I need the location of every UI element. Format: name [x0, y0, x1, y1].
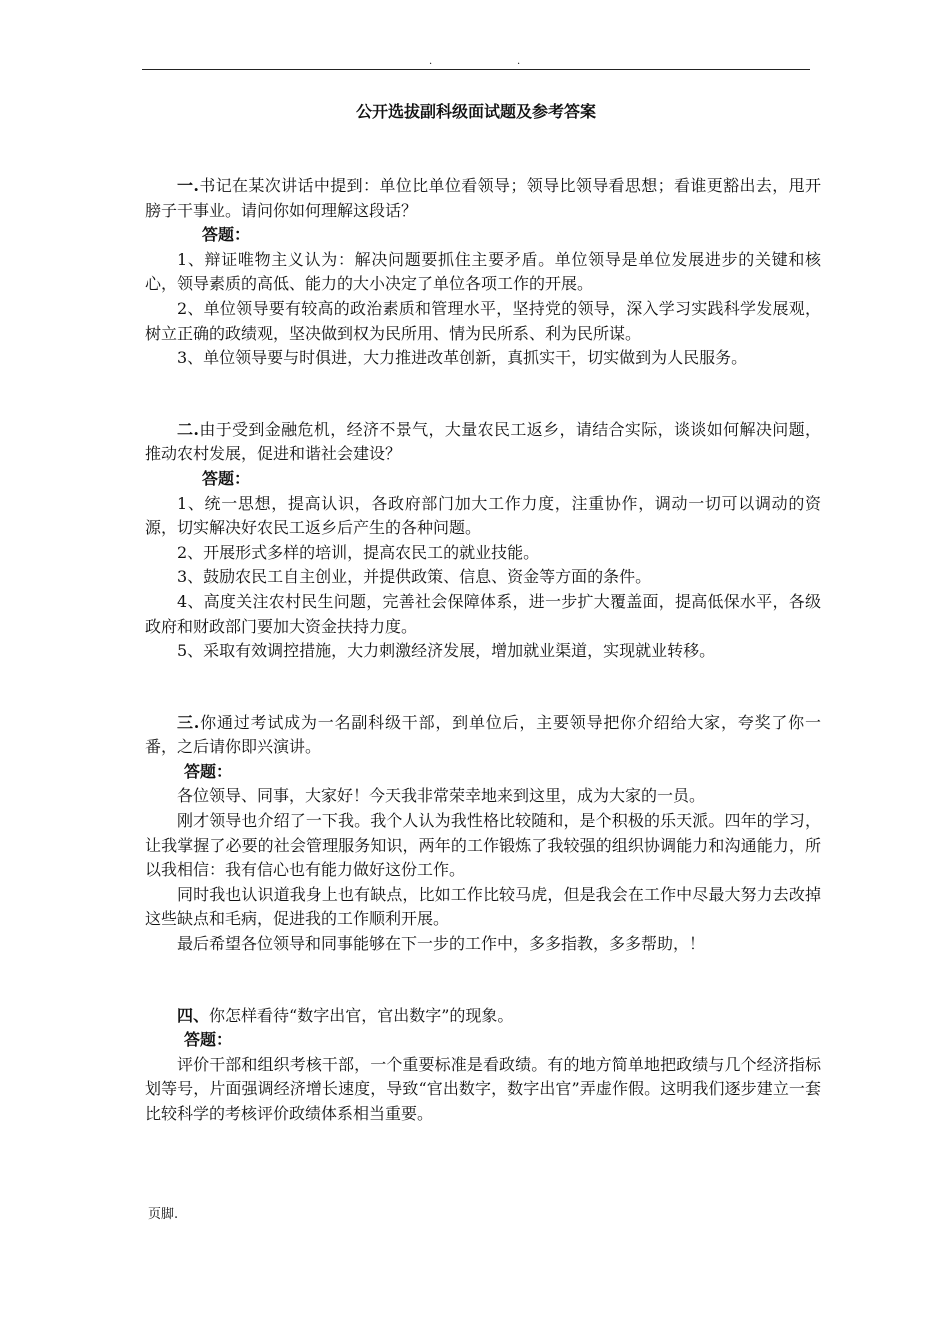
question-section-4	[145, 1004, 821, 1127]
answer-label: 答题：	[184, 1030, 233, 1050]
answer-paragraph: 1、统一思想，提高认识，各政府部门加大工作力度，注重协作，调动一切可以调动的资源，切实解决好农民工返乡后产生的各种问题。	[145, 493, 821, 538]
header-rule	[142, 69, 810, 70]
question-section-1	[145, 174, 821, 371]
answer-paragraph: 刚才领导也介绍了一下我。我个人认为我性格比较随和，是个积极的乐天派。四年的学习，让我掌握了必要的社会管理服务知识，两年的工作锻炼了我较强的组织协调能力和沟通能力，所以我相信：我有信心也有能力做好这份工作。	[145, 811, 821, 880]
question-text	[145, 711, 821, 760]
answer-paragraph: 3、单位领导要与时俱进，大力推进改革创新，真抓实干，切实做到为人民服务。	[177, 348, 748, 368]
document-body	[145, 174, 821, 1127]
answer-paragraph: 1、辩证唯物主义认为：解决问题要抓住主要矛盾。单位领导是单位发展进步的关键和核心，领导素质的高低、能力的大小决定了单位各项工作的开展。	[145, 249, 821, 294]
header-dot-left: .	[429, 56, 433, 67]
answer-label: 答题：	[202, 468, 251, 488]
question-body: 书记在某次讲话中提到：单位比单位看领导；领导比领导看思想；看谁更豁出去，甩开膀子干事业。请问你如何理解这段话？	[145, 176, 821, 220]
question-section-3	[145, 711, 821, 957]
question-body: 你怎样看待“数字出官，官出数字”的现象。	[209, 1005, 514, 1025]
question-number: 四、	[177, 1005, 210, 1025]
question-number: 二.	[177, 419, 199, 439]
question-text	[145, 1004, 821, 1029]
answer-paragraph: 评价干部和组织考核干部，一个重要标准是看政绩。有的地方简单地把政绩与几个经济指标划等号，片面强调经济增长速度，导致“官出数字，数字出官”弄虚作假。这明我们逐步建立一套比较科学的考核评价政绩体系相当重要。	[145, 1054, 821, 1123]
answer-paragraph: 各位领导、同事，大家好！今天我非常荣幸地来到这里，成为大家的一员。	[177, 786, 706, 806]
answer-paragraph: 3、鼓励农民工自主创业，并提供政策、信息、资金等方面的条件。	[177, 567, 652, 587]
document-title: 公开选拔副科级面试题及参考答案	[355, 102, 596, 121]
question-body: 由于受到金融危机，经济不景气，大量农民工返乡，请结合实际，谈谈如何解决问题，推动农村发展，促进和谐社会建设？	[145, 419, 821, 464]
header-dot-right: .	[517, 56, 521, 67]
header-marks	[142, 56, 810, 68]
answer-paragraph: 4、高度关注农村民生问题，完善社会保障体系，进一步扩大覆盖面，提高低保水平，各级政府和财政部门要加大资金扶持力度。	[145, 591, 821, 636]
question-number: 一.	[177, 176, 199, 195]
question-section-2	[145, 418, 821, 664]
answer-paragraph: 5、采取有效调控措施，大力刺激经济发展，增加就业渠道，实现就业转移。	[177, 641, 716, 661]
answer-label: 答题：	[202, 225, 251, 245]
answer-paragraph: 2、单位领导要有较高的政治素质和管理水平，坚持党的领导，深入学习实践科学发展观，树立正确的政绩观，坚决做到权为民所用、情为民所系、利为民所谋。	[145, 298, 821, 343]
answer-paragraph: 同时我也认识道我身上也有缺点，比如工作比较马虎，但是我会在工作中尽最大努力去改掉这些缺点和毛病，促进我的工作顺利开展。	[145, 884, 821, 929]
answer-paragraph: 最后希望各位领导和同事能够在下一步的工作中，多多指教，多多帮助，！	[177, 934, 706, 954]
question-text	[145, 174, 821, 223]
question-text	[145, 418, 821, 467]
question-number: 三.	[177, 712, 200, 732]
question-body: 你通过考试成为一名副科级干部，到单位后，主要领导把你介绍给大家，夸奖了你一番，之后请你即兴演讲。	[145, 712, 821, 757]
answer-label: 答题：	[184, 761, 233, 781]
answer-paragraph: 2、开展形式多样的培训，提高农民工的就业技能。	[177, 542, 540, 562]
page-footer: 页脚.	[148, 1207, 179, 1222]
